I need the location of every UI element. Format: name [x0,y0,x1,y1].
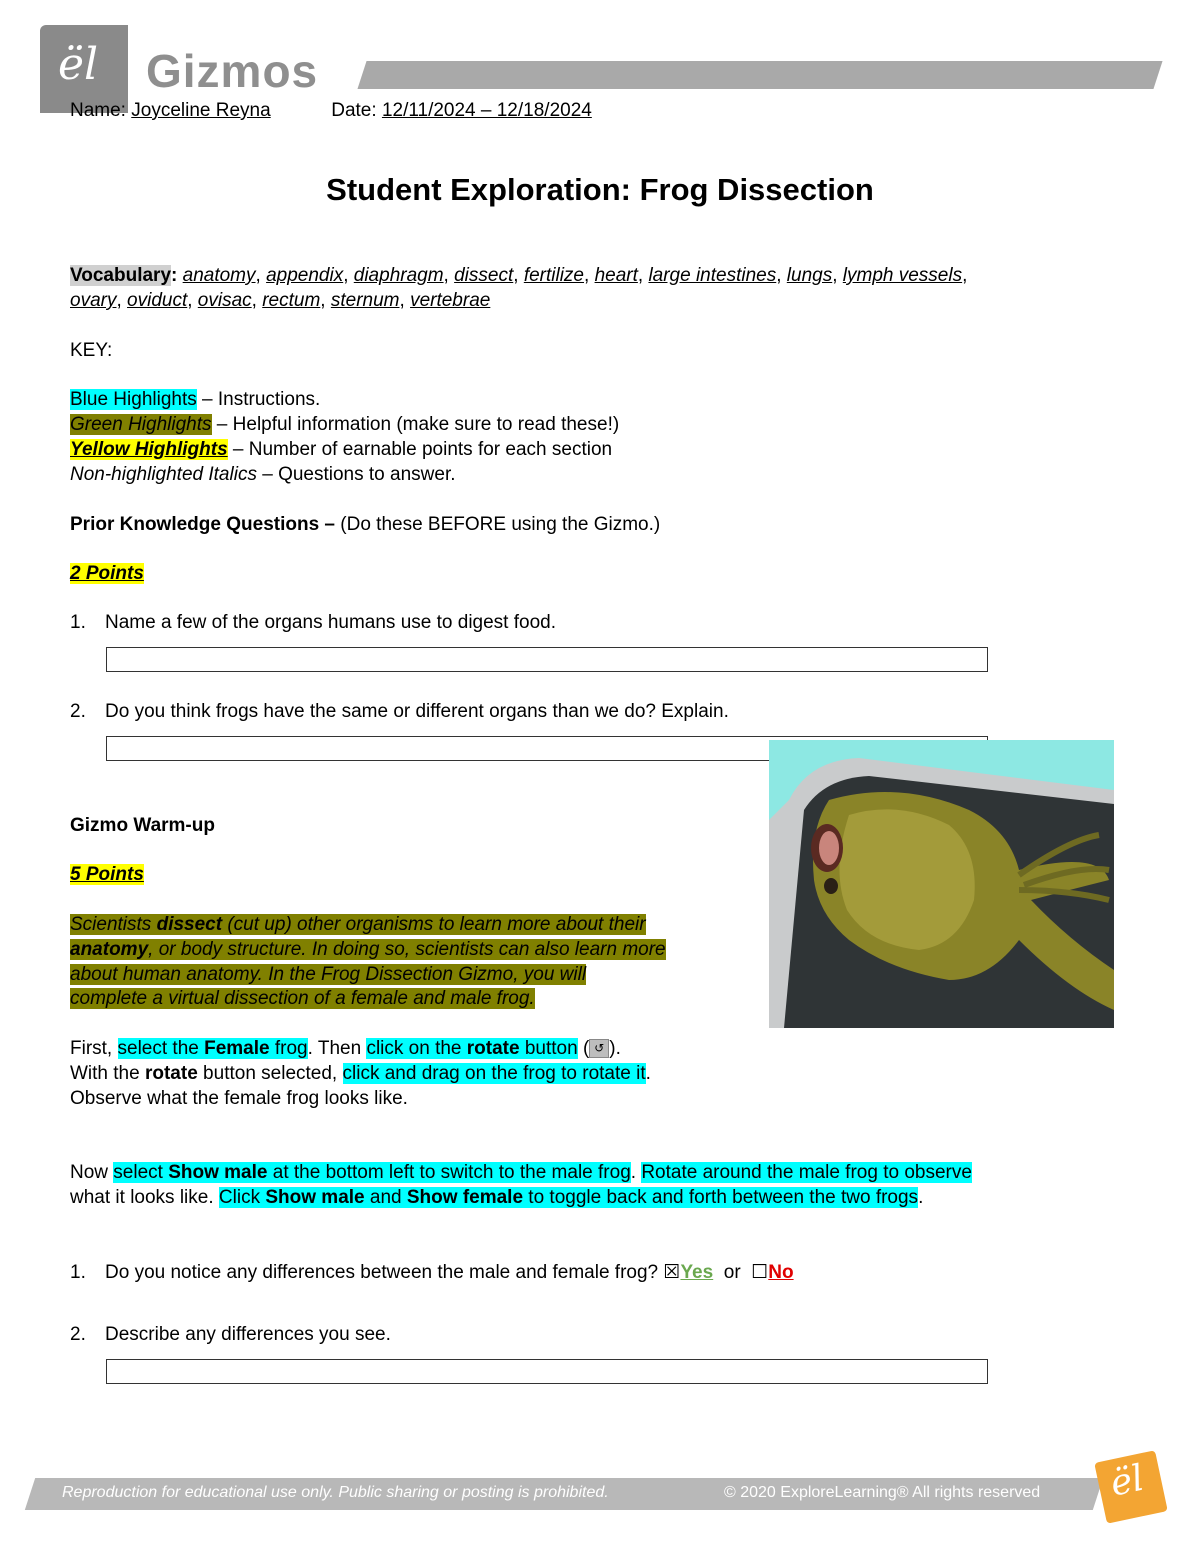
vocab-term: large intestines [648,265,777,286]
frog-image [769,740,1114,1028]
explorelearning-corner-logo: ël [1094,1450,1168,1524]
vocab-term: vertebrae [410,290,491,311]
vocab-term: oviduct [127,290,188,311]
header-bar [357,61,1162,89]
key-label: KEY: [70,340,113,361]
prior-question-1: 1. Name a few of the organs humans use to digest food. [70,612,556,633]
key-blue: Blue Highlights – Instructions. [70,389,321,410]
date-value[interactable]: 12/11/2024 – 12/18/2024 [381,100,592,121]
warmup-green-2: anatomy, or body structure. In doing so, scientists can also learn more [70,939,666,960]
rotate-icon: ↺ [589,1039,609,1058]
warmup-points: 5 Points [70,864,144,885]
explorelearning-logo: ël [40,25,128,113]
warmup-heading: Gizmo Warm-up [70,815,215,836]
warmup-instruction-4: Now select Show male at the bottom left to switch to the male frog. Rotate around the male frog to observe [70,1162,972,1183]
vocab-term: ovary [70,290,117,311]
footer-notice: Reproduction for educational use only. Public sharing or posting is prohibited. [62,1484,609,1501]
key-italic: Non-highlighted Italics – Questions to answer. [70,464,456,485]
yes-checkbox[interactable]: ☒ [663,1262,681,1283]
name-label: Name: [70,100,126,121]
vocab-term: heart [594,265,638,286]
vocab-term: fertilize [523,265,584,286]
answer-box-warmup-2[interactable] [106,1359,988,1384]
footer-copyright: © 2020 ExploreLearning® All rights reserved [724,1484,1041,1501]
vocab-term: lymph vessels [842,265,963,286]
vocab-term: diaphragm [353,265,444,286]
warmup-instruction-2: With the rotate button selected, click and drag on the frog to rotate it. [70,1063,651,1084]
vocabulary-label: Vocabulary [70,265,172,286]
warmup-instruction-5: what it looks like. Click Show male and Show female to toggle back and forth between the two frogs. [70,1187,924,1208]
key-green: Green Highlights – Helpful information (make sure to read these!) [70,414,620,435]
name-date-line [70,98,592,123]
vocabulary-line-1: Vocabulary: anatomy, appendix, diaphragm, dissect, fertilize, heart, large intestines, lungs, lymph vessels, [70,265,968,286]
prior-points: 2 Points [70,563,144,584]
warmup-instruction-3: Observe what the female frog looks like. [70,1088,408,1109]
prior-question-2: 2. Do you think frogs have the same or different organs than we do? Explain. [70,701,729,722]
vocab-term: ovisac [197,290,252,311]
vocab-term: sternum [330,290,400,311]
prior-knowledge-heading: Prior Knowledge Questions – (Do these BEFORE using the Gizmo.) [70,514,661,535]
vocabulary-line-2: ovary, oviduct, ovisac, rectum, sternum, vertebrae [70,290,491,311]
warmup-green-1: Scientists dissect (cut up) other organisms to learn more about their [70,914,646,935]
vocab-term: rectum [262,290,321,311]
warmup-instruction-1: First, select the Female frog. Then click on the rotate button ( ↺ ). [70,1038,621,1059]
page-title: Student Exploration: Frog Dissection [326,172,874,207]
no-checkbox[interactable]: ☐ [751,1262,769,1283]
warmup-question-2: 2. Describe any differences you see. [70,1324,391,1345]
yes-option[interactable]: Yes [680,1262,714,1283]
name-value[interactable]: Joyceline Reyna [131,100,271,121]
no-option[interactable]: No [768,1262,794,1283]
answer-box-prior-1[interactable] [106,647,988,672]
date-label: Date: [331,100,377,121]
gizmos-brand: Gizmos [146,45,319,97]
vocab-term: anatomy [182,265,256,286]
vocab-term: dissect [454,265,514,286]
warmup-green-4: complete a virtual dissection of a female and male frog. [70,988,535,1009]
vocab-term: appendix [266,265,344,286]
key-yellow: Yellow Highlights – Number of earnable points for each section [70,439,613,460]
vocab-term: lungs [786,265,833,286]
warmup-question-1: 1. Do you notice any differences between the male and female frog? ☒Yes or ☐No [70,1262,794,1283]
warmup-green-3: about human anatomy. In the Frog Dissection Gizmo, you will [70,964,587,985]
